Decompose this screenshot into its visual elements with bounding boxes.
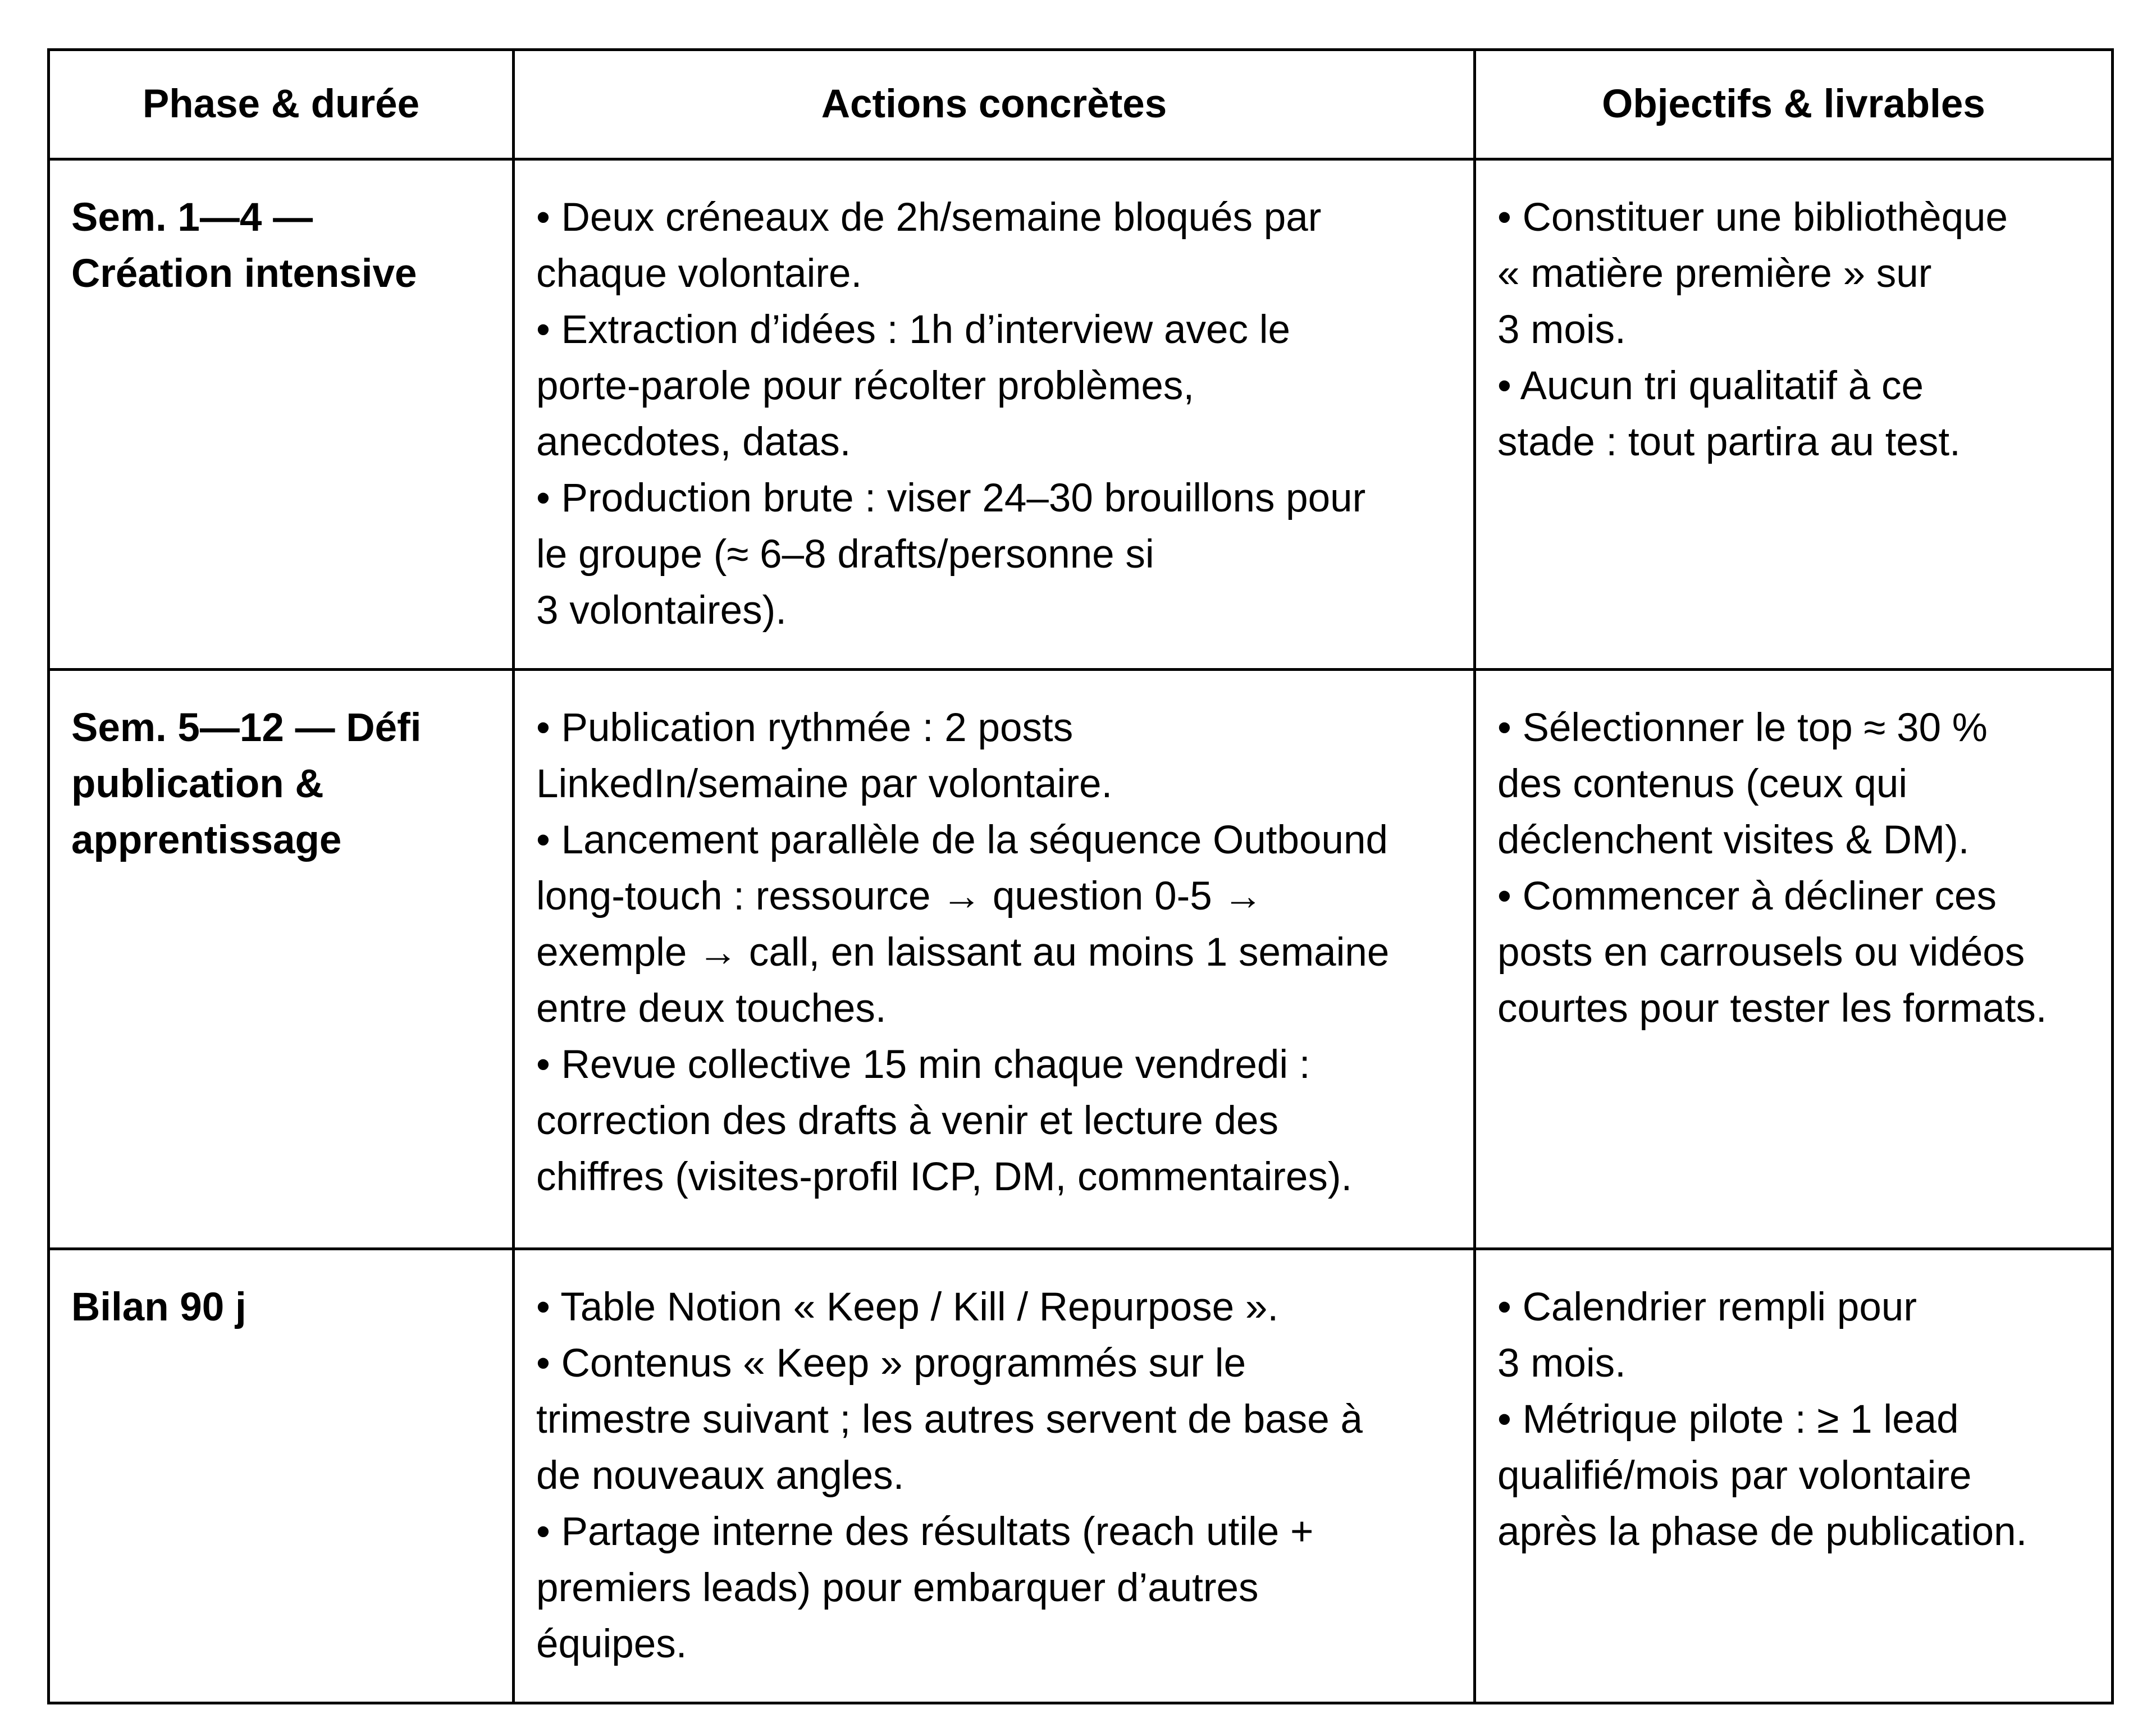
actions-line: de nouveaux angles. [536,1454,905,1498]
actions-line: chiffres (visites-profil ICP, DM, commentaires). [536,1155,1353,1199]
actions-cell [514,1249,1475,1703]
actions-line: • Production brute : viser 24–30 brouillons pour [536,476,1366,520]
phase-line: publication & [71,762,324,806]
actions-line: 3 volontaires). [536,588,787,633]
actions-line: le groupe (≈ 6–8 drafts/personne si [536,532,1154,577]
objectives-line: déclenchent visites & DM). [1497,818,1970,862]
actions-line: équipes. [536,1622,687,1666]
objectives-line: • Calendrier rempli pour [1497,1285,1917,1329]
objectives-line: • Sélectionner le top ≈ 30 % [1497,706,1988,750]
objectives-line: après la phase de publication. [1497,1510,2027,1554]
actions-line: long-touch : ressource → question 0-5 → [536,874,1263,918]
objectives-line: 3 mois. [1497,1341,1626,1386]
actions-line: • Deux créneaux de 2h/semaine bloqués par [536,195,1322,240]
objectives-line: des contenus (ceux qui [1497,762,1908,806]
phase-cell [49,1249,514,1703]
objectives-line: • Métrique pilote : ≥ 1 lead [1497,1397,1959,1442]
actions-line: • Partage interne des résultats (reach utile + [536,1510,1314,1554]
table-row [49,1249,2113,1703]
actions-line: anecdotes, datas. [536,420,851,464]
actions-line: • Publication rythmée : 2 posts [536,706,1074,750]
header-row [49,50,2113,159]
actions-cell [514,670,1475,1249]
phase-cell [49,670,514,1249]
actions-cell [514,159,1475,670]
phase-line: apprentissage [71,818,342,862]
table-row [49,670,2113,1249]
objectives-cell [1475,1249,2113,1703]
objectives-line: courtes pour tester les formats. [1497,986,2047,1031]
actions-line: entre deux touches. [536,986,887,1031]
plan-table [47,48,2114,1704]
actions-line: • Contenus « Keep » programmés sur le [536,1341,1246,1386]
header-phase: Phase & durée [49,50,514,159]
objectives-cell [1475,159,2113,670]
objectives-line: • Commencer à décliner ces [1497,874,1997,918]
header-actions: Actions concrètes [514,50,1475,159]
phase-line: Sem. 5—12 — Défi [71,706,422,750]
objectives-line: • Constituer une bibliothèque [1497,195,2008,240]
phase-cell [49,159,514,670]
actions-line: • Extraction d’idées : 1h d’interview avec le [536,308,1290,352]
objectives-line: « matière première » sur [1497,252,1932,296]
objectives-line: • Aucun tri qualitatif à ce [1497,364,1924,408]
phase-line: Création intensive [71,252,417,296]
actions-line: • Revue collective 15 min chaque vendredi : [536,1043,1310,1087]
actions-line: • Lancement parallèle de la séquence Outbound [536,818,1388,862]
actions-line: premiers leads) pour embarquer d’autres [536,1566,1259,1610]
objectives-line: 3 mois. [1497,308,1626,352]
phase-line: Sem. 1—4 — [71,195,313,240]
objectives-cell [1475,670,2113,1249]
objectives-line: qualifié/mois par volontaire [1497,1454,1972,1498]
actions-line: chaque volontaire. [536,252,862,296]
actions-line: LinkedIn/semaine par volontaire. [536,762,1113,806]
actions-line: porte-parole pour récolter problèmes, [536,364,1195,408]
actions-line: • Table Notion « Keep / Kill / Repurpose ». [536,1285,1279,1329]
actions-line: correction des drafts à venir et lecture des [536,1099,1279,1143]
actions-line: exemple → call, en laissant au moins 1 semaine [536,930,1390,975]
header-objectives: Objectifs & livrables [1475,50,2113,159]
table-row [49,159,2113,670]
objectives-line: stade : tout partira au test. [1497,420,1961,464]
phase-line: Bilan 90 j [71,1285,246,1329]
actions-line: trimestre suivant ; les autres servent de base à [536,1397,1363,1442]
objectives-line: posts en carrousels ou vidéos [1497,930,2025,975]
